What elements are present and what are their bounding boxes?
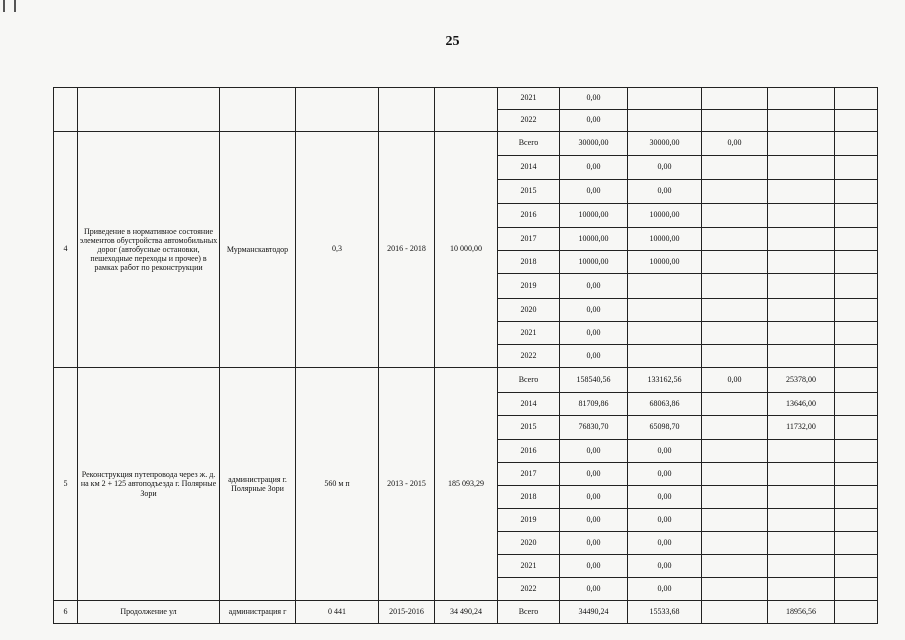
executor-cell: администрация г. Полярные Зори: [220, 368, 296, 601]
regional-budget-cell: [702, 274, 768, 299]
implementation-period-cell: 2016 - 2018: [379, 132, 435, 368]
federal-budget-cell: 15533,68: [628, 601, 702, 624]
year-cell: 2022: [498, 110, 560, 132]
regional-budget-cell: [702, 299, 768, 322]
year-cell: 2016: [498, 440, 560, 463]
total-cell: 0,00: [560, 532, 628, 555]
table-row: [54, 88, 878, 110]
other-sources-cell: [835, 368, 878, 393]
other-sources-cell: [835, 463, 878, 486]
total-cell: 0,00: [560, 299, 628, 322]
federal-budget-cell: 10000,00: [628, 251, 702, 274]
federal-budget-cell: [628, 88, 702, 110]
regional-budget-cell: [702, 601, 768, 624]
item-number-cell: 4: [54, 132, 78, 368]
federal-budget-cell: 0,00: [628, 463, 702, 486]
year-cell: 2020: [498, 299, 560, 322]
local-budget-cell: 25378,00: [768, 368, 835, 393]
other-sources-cell: [835, 532, 878, 555]
total-cell: 76830,70: [560, 416, 628, 440]
federal-budget-cell: 0,00: [628, 440, 702, 463]
year-cell: 2022: [498, 345, 560, 368]
local-budget-cell: [768, 251, 835, 274]
year-cell: 2017: [498, 463, 560, 486]
local-budget-cell: [768, 463, 835, 486]
other-sources-cell: [835, 204, 878, 228]
federal-budget-cell: 133162,56: [628, 368, 702, 393]
item-number-cell: [54, 88, 78, 132]
table-row: [54, 368, 878, 393]
executor-cell: [220, 88, 296, 132]
implementation-period-cell: 2015-2016: [379, 601, 435, 624]
federal-budget-cell: 0,00: [628, 509, 702, 532]
other-sources-cell: [835, 132, 878, 156]
year-cell: 2019: [498, 509, 560, 532]
total-cell: 0,00: [560, 274, 628, 299]
federal-budget-cell: [628, 299, 702, 322]
local-budget-cell: [768, 299, 835, 322]
measure-description-cell: Продолжение ул: [78, 601, 220, 624]
implementation-period-cell: [379, 88, 435, 132]
regional-budget-cell: [702, 204, 768, 228]
local-budget-cell: [768, 274, 835, 299]
federal-budget-cell: 0,00: [628, 578, 702, 601]
year-cell: 2015: [498, 180, 560, 204]
year-cell: Всего: [498, 132, 560, 156]
other-sources-cell: [835, 322, 878, 345]
federal-budget-cell: [628, 274, 702, 299]
local-budget-cell: [768, 578, 835, 601]
regional-budget-cell: [702, 228, 768, 251]
federal-budget-cell: 0,00: [628, 486, 702, 509]
total-cell: 0,00: [560, 110, 628, 132]
local-budget-cell: 18956,56: [768, 601, 835, 624]
page-number: 25: [445, 34, 460, 49]
regional-budget-cell: [702, 110, 768, 132]
other-sources-cell: [835, 578, 878, 601]
federal-budget-cell: 0,00: [628, 555, 702, 578]
other-sources-cell: [835, 110, 878, 132]
total-cell: 0,00: [560, 180, 628, 204]
scan-edge-mark: [14, 0, 16, 12]
year-cell: 2022: [498, 578, 560, 601]
regional-budget-cell: [702, 486, 768, 509]
total-cell: 158540,56: [560, 368, 628, 393]
local-budget-cell: [768, 110, 835, 132]
regional-budget-cell: [702, 509, 768, 532]
total-cell: 0,00: [560, 486, 628, 509]
table-row: [54, 601, 878, 624]
other-sources-cell: [835, 299, 878, 322]
estimated-cost-cell: [435, 88, 498, 132]
capacity-cell: 0,3: [296, 132, 379, 368]
federal-budget-cell: 0,00: [628, 532, 702, 555]
measure-description-cell: Приведение в нормативное состояние элементов обустройства автомобильных дорог (автобусные остановки, пешеходные переходы и прочее) в рамках работ по реконструкции: [78, 132, 220, 368]
other-sources-cell: [835, 509, 878, 532]
year-cell: 2018: [498, 486, 560, 509]
year-cell: 2021: [498, 555, 560, 578]
other-sources-cell: [835, 555, 878, 578]
year-cell: 2021: [498, 88, 560, 110]
federal-budget-cell: [628, 345, 702, 368]
total-cell: 81709,86: [560, 393, 628, 416]
total-cell: 0,00: [560, 322, 628, 345]
other-sources-cell: [835, 345, 878, 368]
executor-cell: администрация г: [220, 601, 296, 624]
other-sources-cell: [835, 601, 878, 624]
year-cell: Всего: [498, 368, 560, 393]
local-budget-cell: [768, 204, 835, 228]
capacity-cell: 0 441: [296, 601, 379, 624]
measure-description-cell: Реконструкция путепровода через ж. д. на км 2 + 125 автоподъезда г. Полярные Зори: [78, 368, 220, 601]
other-sources-cell: [835, 251, 878, 274]
local-budget-cell: [768, 555, 835, 578]
scan-edge-mark: [3, 0, 5, 12]
other-sources-cell: [835, 486, 878, 509]
regional-budget-cell: 0,00: [702, 368, 768, 393]
total-cell: 0,00: [560, 509, 628, 532]
local-budget-cell: [768, 532, 835, 555]
year-cell: 2019: [498, 274, 560, 299]
regional-budget-cell: [702, 322, 768, 345]
implementation-period-cell: 2013 - 2015: [379, 368, 435, 601]
local-budget-cell: 13646,00: [768, 393, 835, 416]
federal-budget-cell: 10000,00: [628, 228, 702, 251]
federal-budget-cell: 30000,00: [628, 132, 702, 156]
regional-budget-cell: [702, 180, 768, 204]
federal-budget-cell: 65098,70: [628, 416, 702, 440]
budget-table: [53, 87, 878, 624]
regional-budget-cell: [702, 156, 768, 180]
year-cell: 2017: [498, 228, 560, 251]
regional-budget-cell: [702, 578, 768, 601]
federal-budget-cell: 10000,00: [628, 204, 702, 228]
item-number-cell: 6: [54, 601, 78, 624]
other-sources-cell: [835, 274, 878, 299]
total-cell: 0,00: [560, 345, 628, 368]
year-cell: 2014: [498, 156, 560, 180]
regional-budget-cell: [702, 440, 768, 463]
total-cell: 10000,00: [560, 251, 628, 274]
year-cell: 2014: [498, 393, 560, 416]
total-cell: 0,00: [560, 156, 628, 180]
local-budget-cell: [768, 440, 835, 463]
federal-budget-cell: [628, 110, 702, 132]
total-cell: 30000,00: [560, 132, 628, 156]
total-cell: 0,00: [560, 88, 628, 110]
year-cell: Всего: [498, 601, 560, 624]
federal-budget-cell: 68063,86: [628, 393, 702, 416]
year-cell: 2018: [498, 251, 560, 274]
regional-budget-cell: [702, 463, 768, 486]
federal-budget-cell: [628, 322, 702, 345]
federal-budget-cell: 0,00: [628, 180, 702, 204]
estimated-cost-cell: 34 490,24: [435, 601, 498, 624]
regional-budget-cell: [702, 251, 768, 274]
executor-cell: Мурманскавтодор: [220, 132, 296, 368]
year-cell: 2020: [498, 532, 560, 555]
table-row: [54, 132, 878, 156]
regional-budget-cell: [702, 555, 768, 578]
federal-budget-cell: 0,00: [628, 156, 702, 180]
local-budget-cell: [768, 345, 835, 368]
other-sources-cell: [835, 440, 878, 463]
measure-description-cell: [78, 88, 220, 132]
year-cell: 2021: [498, 322, 560, 345]
regional-budget-cell: [702, 88, 768, 110]
budget-table-body: [54, 88, 878, 624]
estimated-cost-cell: 185 093,29: [435, 368, 498, 601]
item-number-cell: 5: [54, 368, 78, 601]
regional-budget-cell: [702, 532, 768, 555]
local-budget-cell: [768, 322, 835, 345]
other-sources-cell: [835, 88, 878, 110]
estimated-cost-cell: 10 000,00: [435, 132, 498, 368]
capacity-cell: 560 м п: [296, 368, 379, 601]
total-cell: 0,00: [560, 463, 628, 486]
other-sources-cell: [835, 156, 878, 180]
local-budget-cell: [768, 228, 835, 251]
other-sources-cell: [835, 393, 878, 416]
year-cell: 2016: [498, 204, 560, 228]
total-cell: 0,00: [560, 440, 628, 463]
local-budget-cell: [768, 156, 835, 180]
total-cell: 10000,00: [560, 204, 628, 228]
local-budget-cell: [768, 509, 835, 532]
other-sources-cell: [835, 180, 878, 204]
local-budget-cell: [768, 88, 835, 110]
regional-budget-cell: [702, 345, 768, 368]
local-budget-cell: 11732,00: [768, 416, 835, 440]
regional-budget-cell: [702, 393, 768, 416]
regional-budget-cell: [702, 416, 768, 440]
capacity-cell: [296, 88, 379, 132]
total-cell: 10000,00: [560, 228, 628, 251]
other-sources-cell: [835, 228, 878, 251]
total-cell: 34490,24: [560, 601, 628, 624]
other-sources-cell: [835, 416, 878, 440]
local-budget-cell: [768, 132, 835, 156]
regional-budget-cell: 0,00: [702, 132, 768, 156]
year-cell: 2015: [498, 416, 560, 440]
local-budget-cell: [768, 486, 835, 509]
total-cell: 0,00: [560, 555, 628, 578]
local-budget-cell: [768, 180, 835, 204]
total-cell: 0,00: [560, 578, 628, 601]
